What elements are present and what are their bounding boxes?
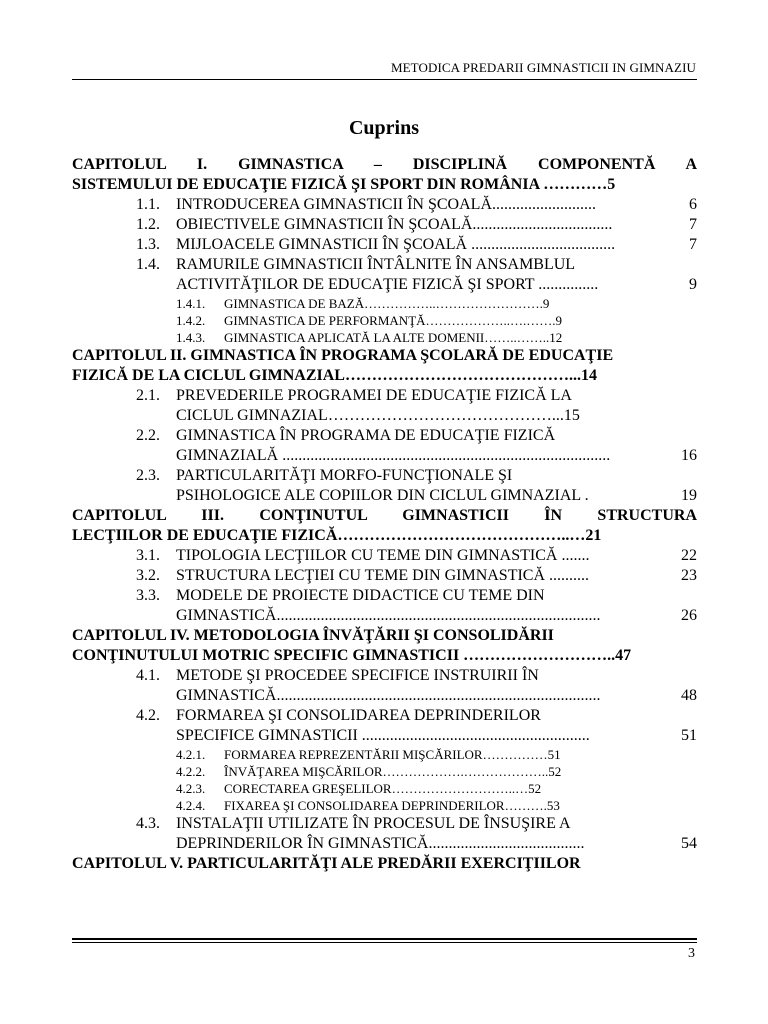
toc-number: 3.1. bbox=[136, 547, 160, 564]
toc-chapter-2-line2[interactable]: FIZICĂ DE LA CICLUL GIMNAZIAL……………………………………...14 bbox=[72, 367, 597, 384]
toc-number: 4.2.2. bbox=[176, 764, 206, 779]
toc-number: 1.4.2. bbox=[176, 313, 206, 328]
toc-title: GIMNASTICA DE PERFORMANŢĂ………………..….…….9 bbox=[224, 313, 563, 328]
toc-number: 3.2. bbox=[136, 567, 160, 584]
toc-title: GIMNASTICA APLICATĂ LA ALTE DOMENII……..……..12 bbox=[224, 330, 563, 345]
toc-subsection-4-2-1[interactable] bbox=[72, 746, 697, 763]
toc-chapter-5-line1[interactable]: CAPITOLUL V. PARTICULARITĂŢI ALE PREDĂRII EXERCIŢIILOR bbox=[72, 855, 581, 872]
toc-page: 16 bbox=[681, 447, 697, 464]
toc-number: 3.3. bbox=[136, 587, 160, 604]
toc-number: 1.4. bbox=[136, 256, 160, 273]
toc-section-3-3-line2[interactable] bbox=[72, 606, 697, 626]
toc-page: 7 bbox=[689, 236, 697, 253]
toc-section-3-2[interactable] bbox=[72, 566, 697, 586]
toc-section-4-2-line2[interactable] bbox=[72, 726, 697, 746]
toc-title: MODELE DE PROIECTE DIDACTICE CU TEME DIN bbox=[176, 587, 545, 604]
toc-title-continuation: GIMNASTICĂ................................................................................. bbox=[176, 607, 601, 624]
toc-number: 1.1. bbox=[136, 196, 160, 213]
header-rule bbox=[72, 79, 697, 80]
toc-section-1-4-line2[interactable] bbox=[72, 275, 697, 295]
toc-section-1-2[interactable] bbox=[72, 215, 697, 235]
toc-subsection-4-2-3[interactable] bbox=[72, 780, 697, 797]
toc-number: 1.4.3. bbox=[176, 330, 206, 345]
toc-page: 9 bbox=[689, 276, 697, 293]
toc-chapter-4-line2[interactable]: CONŢINUTULUI MOTRIC SPECIFIC GIMNASTICII ………………………..47 bbox=[72, 647, 632, 664]
toc-subsection-1-4-2[interactable] bbox=[72, 312, 697, 329]
toc-title: OBIECTIVELE GIMNASTICII ÎN ŞCOALĂ................................... bbox=[176, 216, 613, 233]
toc-title: MIJLOACELE GIMNASTICII ÎN ŞCOALĂ .................................... bbox=[176, 236, 616, 253]
toc-page: 6 bbox=[689, 196, 697, 213]
toc-title: CORECTAREA GREŞELILOR………………………..…52 bbox=[224, 781, 542, 796]
toc-title-continuation: GIMNASTICĂ................................................................................. bbox=[176, 687, 601, 704]
page-number: 3 bbox=[688, 946, 695, 961]
footer-rule-thick bbox=[72, 938, 697, 940]
toc-section-2-1-line1[interactable] bbox=[72, 386, 697, 406]
toc-title: FORMAREA ŞI CONSOLIDAREA DEPRINDERILOR bbox=[176, 707, 541, 724]
toc-section-4-3-line2[interactable] bbox=[72, 834, 697, 854]
toc-number: 4.2.3. bbox=[176, 781, 206, 796]
toc-section-4-1-line2[interactable] bbox=[72, 686, 697, 706]
toc-number: 4.1. bbox=[136, 667, 160, 684]
toc-title-continuation: GIMNAZIALĂ .................................................................................. bbox=[176, 447, 611, 464]
toc-title: INSTALAŢII UTILIZATE ÎN PROCESUL DE ÎNSUŞIRE A bbox=[176, 815, 571, 832]
toc-title: GIMNASTICA DE BAZĂ……………..…………………….9 bbox=[224, 296, 550, 311]
page-title: Cuprins bbox=[348, 117, 420, 139]
toc-chapter-1-line2[interactable]: SISTEMULUI DE EDUCAŢIE FIZICĂ ŞI SPORT DIN ROMÂNIA …………5 bbox=[72, 176, 616, 193]
toc-chapter-2-line1[interactable]: CAPITOLUL II. GIMNASTICA ÎN PROGRAMA ŞCOLARĂ DE EDUCAŢIE bbox=[72, 347, 614, 364]
toc-number: 1.4.1. bbox=[176, 296, 206, 311]
toc-number: 4.2. bbox=[136, 707, 160, 724]
toc-title: ÎNVĂŢAREA MIŞCĂRILOR……………….………………..52 bbox=[224, 764, 562, 779]
toc-section-3-3-line1[interactable] bbox=[72, 586, 697, 606]
toc-subsection-4-2-2[interactable] bbox=[72, 763, 697, 780]
toc-page: 23 bbox=[681, 567, 697, 584]
toc-title: GIMNASTICA ÎN PROGRAMA DE EDUCAŢIE FIZICĂ bbox=[176, 427, 556, 444]
toc-section-4-3-line1[interactable] bbox=[72, 814, 697, 834]
toc-title: PARTICULARITĂŢI MORFO-FUNCŢIONALE ŞI bbox=[176, 467, 513, 484]
toc-chapter-3-line1[interactable]: CAPITOLUL III. CONŢINUTUL GIMNASTICII ÎN STRUCTURA bbox=[72, 507, 697, 524]
toc-title: INTRODUCEREA GIMNASTICII ÎN ŞCOALĂ.......................... bbox=[176, 196, 596, 213]
toc-page: 26 bbox=[681, 607, 697, 624]
table-of-contents bbox=[72, 155, 697, 874]
toc-title: FIXAREA ŞI CONSOLIDAREA DEPRINDERILOR……….53 bbox=[224, 798, 560, 813]
toc-subsection-1-4-3[interactable] bbox=[72, 329, 697, 346]
toc-number: 4.3. bbox=[136, 815, 160, 832]
toc-title-continuation: SPECIFICE GIMNASTICII ......................................................... bbox=[176, 727, 590, 744]
toc-section-1-1[interactable] bbox=[72, 195, 697, 215]
toc-title: METODE ŞI PROCEDEE SPECIFICE INSTRUIRII ÎN bbox=[176, 667, 539, 684]
toc-page: 22 bbox=[681, 547, 697, 564]
toc-section-1-3[interactable] bbox=[72, 235, 697, 255]
toc-number: 2.2. bbox=[136, 427, 160, 444]
toc-chapter-1-line1[interactable]: CAPITOLUL I. GIMNASTICA – DISCIPLINĂ COMPONENTĂ A bbox=[72, 156, 697, 173]
toc-page: 54 bbox=[681, 835, 697, 852]
toc-title-continuation: CICLUL GIMNAZIAL……………………………………...15 bbox=[176, 407, 580, 424]
toc-section-4-1-line1[interactable] bbox=[72, 666, 697, 686]
running-header: METODICA PREDARII GIMNASTICII IN GIMNAZIU bbox=[390, 60, 696, 75]
toc-subsection-1-4-1[interactable] bbox=[72, 295, 697, 312]
toc-title-continuation: DEPRINDERILOR ÎN GIMNASTICĂ....................................... bbox=[176, 835, 585, 852]
toc-title: PREVEDERILE PROGRAMEI DE EDUCAŢIE FIZICĂ LA bbox=[176, 387, 572, 404]
toc-title: STRUCTURA LECŢIEI CU TEME DIN GIMNASTICĂ .......... bbox=[176, 567, 590, 584]
toc-section-2-3-line2[interactable] bbox=[72, 486, 697, 506]
toc-page: 48 bbox=[681, 687, 697, 704]
toc-page: 19 bbox=[681, 487, 697, 504]
toc-number: 1.3. bbox=[136, 236, 160, 253]
toc-section-2-3-line1[interactable] bbox=[72, 466, 697, 486]
toc-section-4-2-line1[interactable] bbox=[72, 706, 697, 726]
toc-section-1-4-line1[interactable] bbox=[72, 255, 697, 275]
toc-number: 4.2.4. bbox=[176, 798, 206, 813]
toc-number: 1.2. bbox=[136, 216, 160, 233]
toc-number: 2.3. bbox=[136, 467, 160, 484]
toc-title-continuation: ACTIVITĂŢILOR DE EDUCAŢIE FIZICĂ ŞI SPORT ............... bbox=[176, 276, 599, 293]
toc-section-2-2-line2[interactable] bbox=[72, 446, 697, 466]
toc-section-3-1[interactable] bbox=[72, 546, 697, 566]
toc-page: 51 bbox=[681, 727, 697, 744]
toc-subsection-4-2-4[interactable] bbox=[72, 797, 697, 814]
toc-chapter-4-line1[interactable]: CAPITOLUL IV. METODOLOGIA ÎNVĂŢĂRII ŞI CONSOLIDĂRII bbox=[72, 627, 554, 644]
toc-title: RAMURILE GIMNASTICII ÎNTÂLNITE ÎN ANSAMBLUL bbox=[176, 256, 576, 273]
toc-section-2-1-line2[interactable] bbox=[72, 406, 697, 426]
toc-section-2-2-line1[interactable] bbox=[72, 426, 697, 446]
toc-title: TIPOLOGIA LECŢIILOR CU TEME DIN GIMNASTICĂ ....... bbox=[176, 547, 590, 564]
toc-title-continuation: PSIHOLOGICE ALE COPIILOR DIN CICLUL GIMNAZIAL . bbox=[176, 487, 589, 504]
toc-number: 4.2.1. bbox=[176, 747, 206, 762]
toc-title: FORMAREA REPREZENTĂRII MIŞCĂRILOR……………51 bbox=[224, 747, 561, 762]
footer-rule-thin bbox=[72, 942, 697, 943]
toc-chapter-3-line2[interactable]: LECŢIILOR DE EDUCAŢIE FIZICĂ……………………………………..…21 bbox=[72, 527, 602, 544]
toc-page: 7 bbox=[689, 216, 697, 233]
toc-number: 2.1. bbox=[136, 387, 160, 404]
